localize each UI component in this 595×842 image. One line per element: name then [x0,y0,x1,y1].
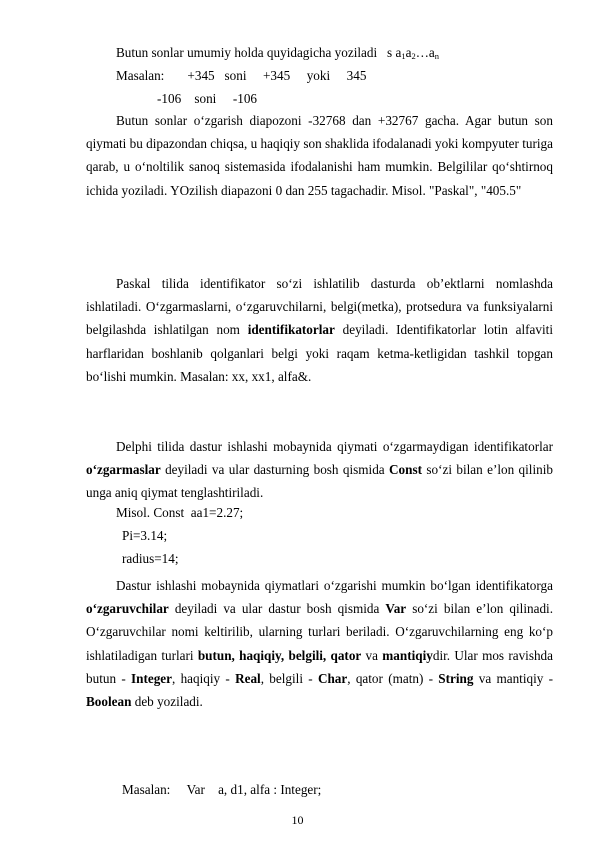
keyword-var: Var [385,601,407,617]
p4-text-o: , qator (matn) - [347,670,439,686]
p3-text-a: Delphi tilida dastur ishlashi mobaynida qiymati o‘zgarmaydigan identifikatorlar [116,439,553,454]
paragraph-integer-range: Butun sonlar o‘zgarish diapozoni -32768 dan +32767 gacha. Agar butun son qiymati bu dipazondan chiqsa, u haqiqiy son shaklida ifodalanadi yoki kompyuter turiga qarab, u o‘noltilik sanoq sistemasida ifodalanishi ham mumkin. Belgililar qo‘shtirnoq ichida yoziladi. YOzilish diapazoni 0 dan 255 tagachadir. Misol. "Paskal", "405.5" [86,113,553,198]
paragraph-constants [86,435,553,505]
keyword-integer: Integer [130,670,172,686]
example-var-declaration: Masalan: Var a, d1, alfa : Integer; [122,782,322,797]
p4-text-a: Dastur ishlashi mobaynida qiymatlari o‘zgarishi mumkin bo‘lgan identifikatorga [116,578,553,593]
code-line-1: Misol. Const aa1=2.27; [116,505,244,520]
types-list: butun, haqiqiy, belgili, qator [197,647,362,663]
p4-text-e: so‘zi bilan e’lon qilinadi. O‘zgaruvchilar nomi keltirilib, ularning turlari beriladi. O‘zgaruvchilarning eng ko‘p ishlatiladigan turlari [86,601,553,663]
p4-text-k: , haqiqiy - [172,670,236,686]
p4-text-q: va mantiqiy - [473,670,554,686]
p2-text-c: deyiladi. Identifikatorlar lotin alfaviti harflaridan boshlanib qolganlari belgi yoki raqam ketma-ketligidan tashkil topgan bo‘lishi mumkin. Masalan: xx, xx1, alfa&. [86,322,553,384]
example-line-1: Masalan: +345 soni +345 yoki 345 [116,68,367,83]
paragraph-variables [86,574,553,713]
paragraph-identifiers [86,272,553,388]
p4-text-s: deb yoziladi. [131,694,203,710]
p4-text-g: va [361,647,383,663]
keyword-boolean: Boolean [86,694,132,710]
subscript-n: n [434,51,439,61]
p2-text-a: Paskal tilida identifikator so‘zi ishlatilib dasturda ob’ektlarni nomlashda ishlatiladi. O‘zgarmaslarni, o‘zgaruvchilarni, belgi(metka), protsedura va funksiyalarni belgilashda ishlatilgan nom [86,276,553,338]
term-identifikatorlar: identifikatorlar [247,322,335,338]
type-mantiqiy: mantiqiy [382,647,433,663]
keyword-string: String [438,670,474,686]
line1-text: Butun sonlar umumiy holda quyidagicha yoziladi s a [116,45,402,60]
example-line-2: -106 soni -106 [157,91,258,106]
term-ozgaruvchilar: o‘zgaruvchilar [86,601,169,617]
code-line-3: radius=14; [122,551,179,566]
page-number: 10 [291,813,304,827]
line1-mid: a [405,45,412,60]
line1-dots: …a [415,45,435,60]
term-ozgarmaslar: o‘zgarmaslar [86,462,161,478]
subscript-2: 2 [411,51,416,61]
p4-text-m: , belgili - [260,670,318,686]
keyword-real: Real [235,670,261,686]
p3-text-e: so‘zi bilan e’lon qilinib unga aniq qiymat tenglashtiriladi. [86,462,553,501]
p4-text-c: deyiladi va ular dastur bosh qismida [168,601,386,617]
integer-general-form-line [116,45,439,64]
code-line-2: Pi=3.14; [122,528,168,543]
keyword-const: Const [389,462,422,478]
subscript-1: 1 [401,51,406,61]
keyword-char: Char [317,670,348,686]
p3-text-c: deyiladi va ular dasturning bosh qismida [160,462,390,478]
p4-text-i: dir. Ular mos ravishda butun - [86,647,553,686]
